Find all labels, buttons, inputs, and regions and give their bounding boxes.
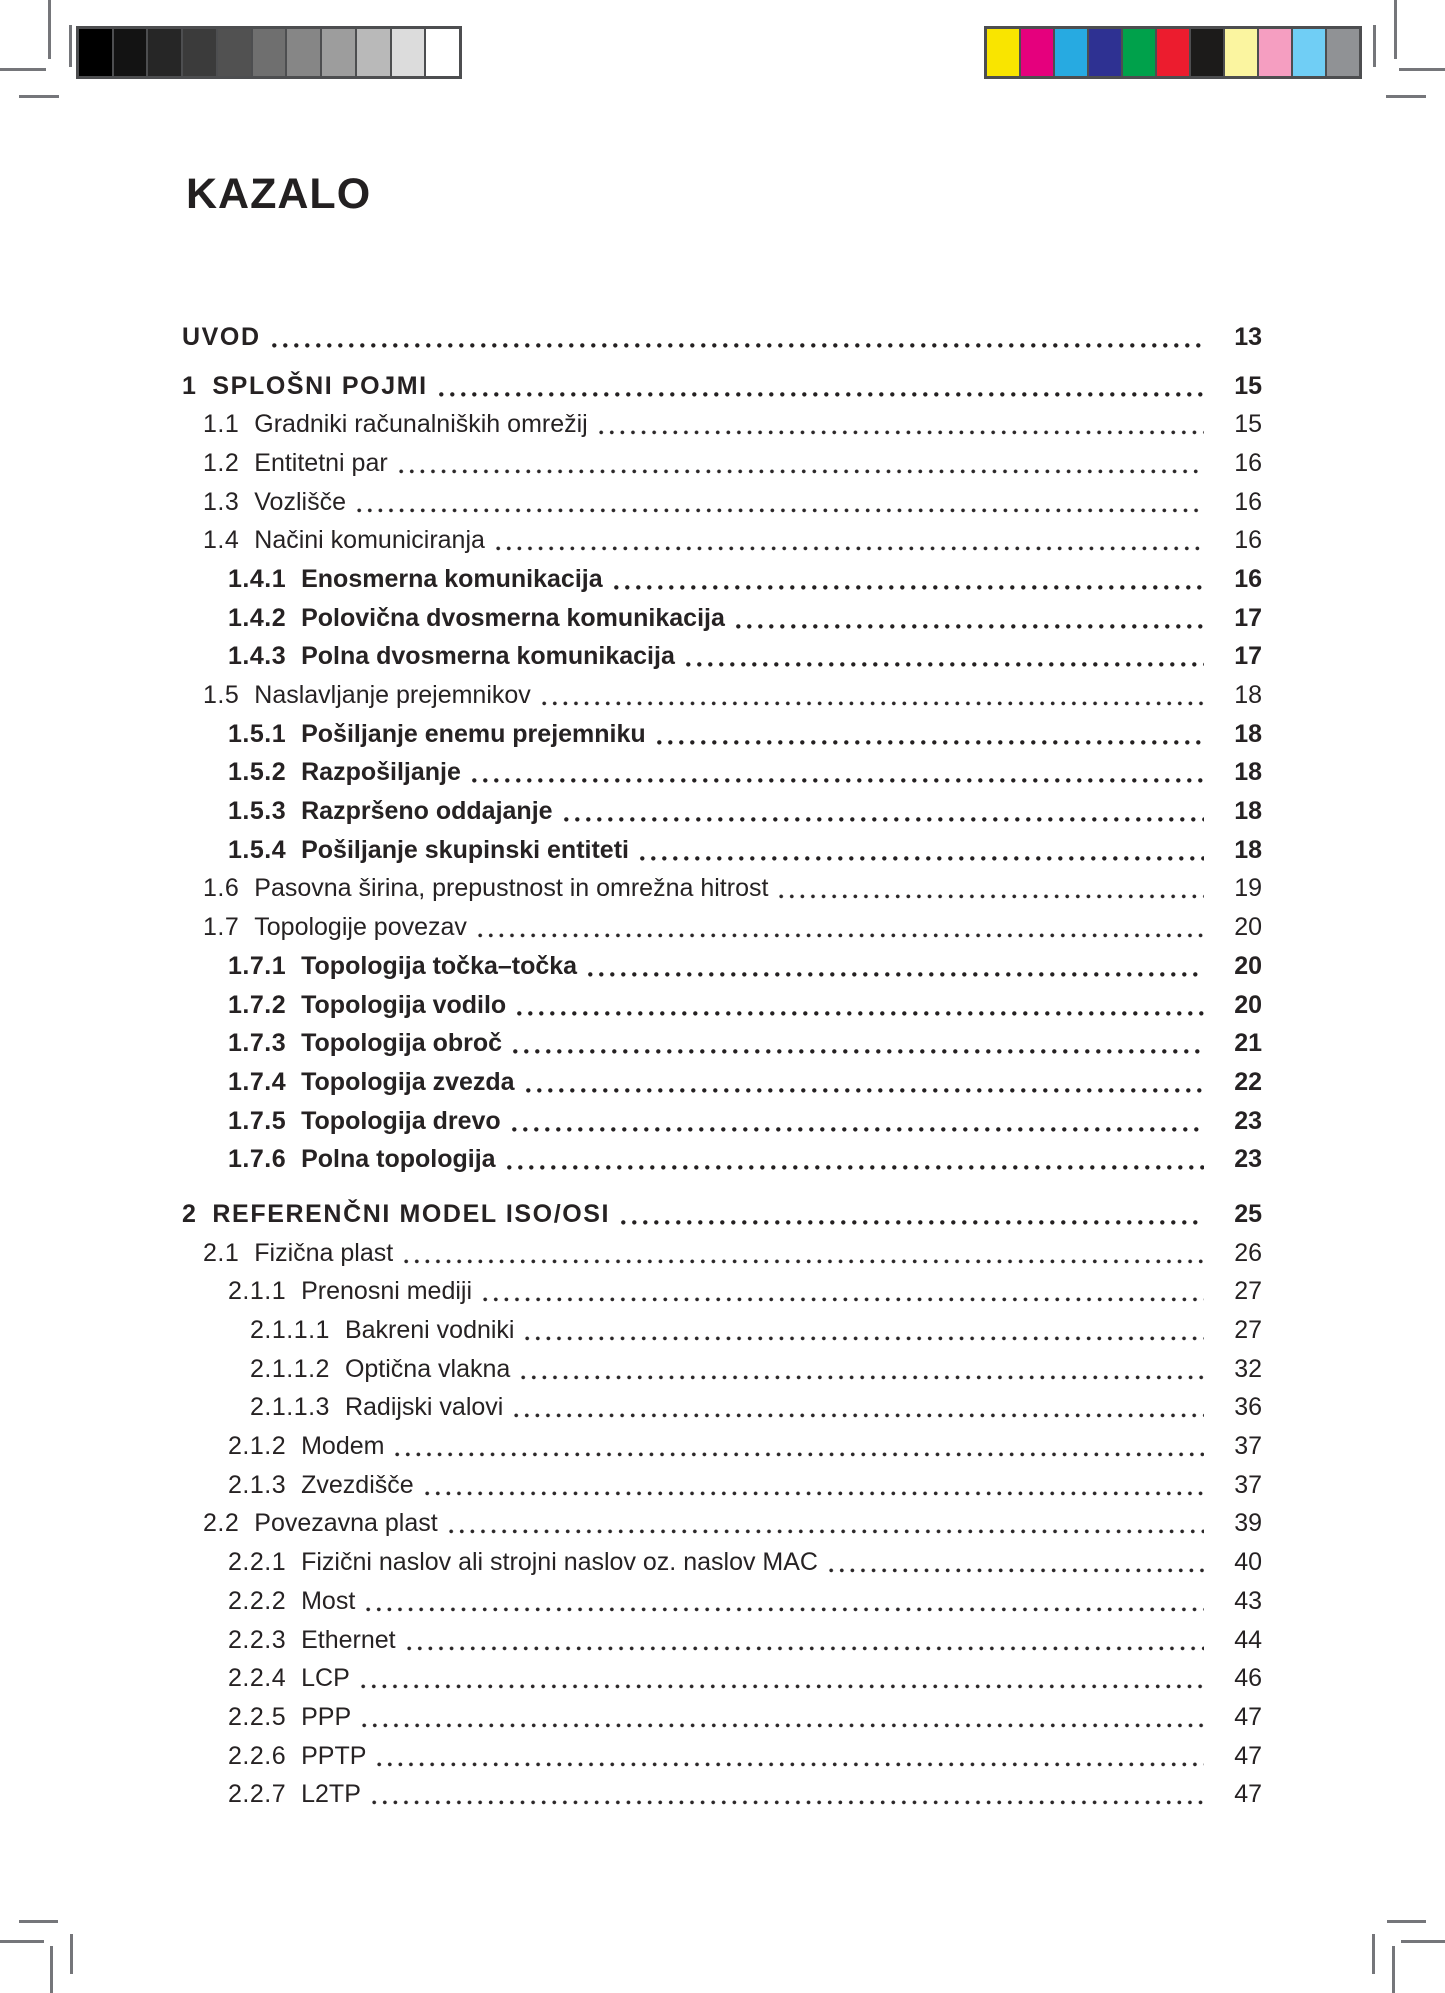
toc-entry-number: 2.2.1 — [228, 1548, 287, 1577]
toc-entry-number: 1.7.2 — [228, 990, 287, 1019]
toc-entry — [182, 792, 1262, 831]
toc-entry-page-number: 27 — [1234, 1316, 1262, 1345]
toc-entry-page-number: 20 — [1234, 913, 1262, 942]
toc-entry-number: 2.2.2 — [228, 1586, 287, 1615]
toc-entry-label: Most — [301, 1586, 356, 1615]
toc-entry-page-number: 37 — [1234, 1432, 1262, 1461]
toc-entry-number: 2.1.3 — [228, 1470, 287, 1499]
dot-leader — [507, 1165, 1204, 1170]
toc-entry-number: 1.4.1 — [228, 564, 287, 593]
toc-entry — [182, 1389, 1262, 1428]
toc-entry-page-number: 17 — [1234, 642, 1262, 671]
toc-entry-page-number: 17 — [1234, 603, 1262, 632]
toc-entry — [182, 1621, 1262, 1660]
toc-entry-number: 1.3 — [203, 487, 240, 516]
toc-entry-label: Povezavna plast — [254, 1509, 438, 1538]
toc-entry-label: Topologija drevo — [301, 1106, 501, 1135]
toc-entry — [182, 1582, 1262, 1621]
toc-entry — [182, 318, 1262, 357]
toc-entry-page-number: 20 — [1234, 990, 1262, 1019]
toc-entry — [182, 521, 1262, 560]
crop-mark — [0, 68, 46, 71]
toc-entry-page-number: 21 — [1234, 1029, 1262, 1058]
toc-entry-page-number: 16 — [1234, 448, 1262, 477]
toc-entry-label: Razpršeno oddajanje — [301, 797, 553, 826]
dot-leader — [599, 430, 1204, 435]
toc-entry-number: 1.5 — [203, 681, 240, 710]
toc-entry-number: 2.1.1.2 — [250, 1354, 330, 1383]
grayscale-swatch — [183, 29, 216, 76]
toc-entry-label: Optična vlakna — [344, 1354, 511, 1383]
toc-entry — [182, 483, 1262, 522]
color-calibration-bar — [984, 26, 1362, 79]
crop-mark — [50, 1946, 53, 1993]
color-swatch — [1123, 29, 1155, 76]
toc-entry-page-number: 13 — [1234, 322, 1262, 351]
toc-entry-page-number: 47 — [1234, 1780, 1262, 1809]
toc-entry-number: 2.1.2 — [228, 1432, 287, 1461]
toc-entry-number: 2.2 — [203, 1509, 240, 1538]
crop-mark — [1387, 1920, 1426, 1923]
toc-entry-page-number: 43 — [1234, 1586, 1262, 1615]
dot-leader — [366, 1607, 1204, 1612]
grayscale-swatch — [357, 29, 390, 76]
dot-leader — [614, 585, 1204, 590]
toc-entry-number: 1.5.1 — [228, 719, 287, 748]
grayscale-swatch — [79, 29, 112, 76]
dot-leader — [361, 1684, 1204, 1689]
toc-entry-label: Pasovna širina, prepustnost in omrežna hitrost — [254, 874, 769, 903]
toc-entry-number: 1.5.4 — [228, 835, 287, 864]
toc-entry-page-number: 15 — [1234, 371, 1262, 400]
toc-entry — [182, 831, 1262, 870]
grayscale-swatch — [426, 29, 459, 76]
toc-entry-number: 2.2.5 — [228, 1702, 287, 1731]
toc-entry-page-number: 40 — [1234, 1548, 1262, 1577]
crop-mark — [1373, 25, 1376, 67]
dot-leader — [362, 1723, 1204, 1728]
dot-leader — [377, 1762, 1204, 1767]
dot-leader — [525, 1336, 1204, 1341]
dot-leader — [407, 1646, 1204, 1651]
toc-entry-page-number: 37 — [1234, 1470, 1262, 1499]
toc-entry — [182, 444, 1262, 483]
dot-leader — [496, 546, 1204, 551]
dot-leader — [372, 1800, 1204, 1805]
grayscale-swatch — [114, 29, 147, 76]
toc-entry-number: 1.7 — [203, 913, 240, 942]
crop-mark — [69, 25, 72, 67]
dot-leader — [449, 1529, 1204, 1534]
dot-leader — [521, 1375, 1204, 1380]
grayscale-calibration-bar — [76, 26, 462, 79]
toc-entry — [182, 1505, 1262, 1544]
toc-entry-label: Radijski valovi — [344, 1393, 504, 1422]
dot-leader — [526, 1088, 1204, 1093]
crop-mark — [1372, 1934, 1375, 1974]
toc-entry-label: Fizični naslov ali strojni naslov oz. naslov MAC — [301, 1548, 818, 1577]
toc-entry-page-number: 22 — [1234, 1067, 1262, 1096]
toc-entry-page-number: 18 — [1234, 681, 1262, 710]
toc-entry-label: UVOD — [182, 322, 261, 351]
toc-entry-label: L2TP — [301, 1780, 361, 1809]
color-swatch — [1293, 29, 1325, 76]
toc-entry-label: Enosmerna komunikacija — [301, 564, 603, 593]
toc-entry — [182, 1195, 1262, 1234]
toc-entry-label: Načini komuniciranja — [254, 526, 485, 555]
toc-entry — [182, 1775, 1262, 1814]
dot-leader — [829, 1568, 1204, 1573]
toc-entry — [182, 1350, 1262, 1389]
toc-entry-label: Topologija zvezda — [301, 1067, 515, 1096]
toc-entry-page-number: 18 — [1234, 758, 1262, 787]
toc-entry-number: 2.1.1 — [228, 1277, 287, 1306]
color-swatch — [1021, 29, 1053, 76]
toc-entry — [182, 1102, 1262, 1141]
toc-entry — [182, 1466, 1262, 1505]
toc-entry — [182, 1311, 1262, 1350]
toc-entry-label: Pošiljanje enemu prejemniku — [301, 719, 646, 748]
toc-entry-page-number: 23 — [1234, 1145, 1262, 1174]
dot-leader — [542, 701, 1204, 706]
toc-entry-page-number: 16 — [1234, 487, 1262, 516]
toc-entry-number: 1.7.3 — [228, 1029, 287, 1058]
toc-entry — [182, 599, 1262, 638]
crop-mark — [0, 1940, 44, 1943]
grayscale-swatch — [148, 29, 181, 76]
toc-entry — [182, 870, 1262, 909]
toc-entry — [182, 1273, 1262, 1312]
toc-entry-number: 1.2 — [203, 448, 240, 477]
dot-leader — [425, 1491, 1204, 1496]
toc-entry-page-number: 18 — [1234, 835, 1262, 864]
toc-entry-page-number: 36 — [1234, 1393, 1262, 1422]
toc-entry-label: Gradniki računalniških omrežij — [254, 410, 588, 439]
color-swatch — [1157, 29, 1189, 76]
dot-leader — [472, 778, 1204, 783]
toc-entry-page-number: 27 — [1234, 1277, 1262, 1306]
toc-entry-number: 2 — [182, 1199, 197, 1228]
color-swatch — [1225, 29, 1257, 76]
crop-mark — [48, 0, 51, 59]
dot-leader — [564, 817, 1204, 822]
crop-mark — [1392, 1946, 1395, 1993]
toc-entry-page-number: 18 — [1234, 719, 1262, 748]
toc-entry-number: 1.4.3 — [228, 642, 287, 671]
toc-entry-page-number: 16 — [1234, 564, 1262, 593]
toc-entry — [182, 1698, 1262, 1737]
toc-entry-label: Zvezdišče — [301, 1470, 414, 1499]
toc-entry-page-number: 19 — [1234, 874, 1262, 903]
dot-leader — [779, 894, 1204, 899]
toc-entry-label: Pošiljanje skupinski entiteti — [301, 835, 629, 864]
toc-entry-label: Vozlišče — [254, 487, 346, 516]
toc-entry-page-number: 18 — [1234, 797, 1262, 826]
toc-entry-page-number: 32 — [1234, 1354, 1262, 1383]
toc-entry-number: 2.2.4 — [228, 1664, 287, 1693]
toc-entry-number: 1.1 — [203, 410, 240, 439]
grayscale-swatch — [218, 29, 251, 76]
toc-entry-label: Topologija točka–točka — [301, 951, 578, 980]
crop-mark — [70, 1934, 73, 1974]
crop-mark — [19, 95, 59, 98]
toc-entry — [182, 1427, 1262, 1466]
toc-entry-label: Fizična plast — [254, 1238, 394, 1267]
color-swatch — [1089, 29, 1121, 76]
toc-entry-number: 2.2.7 — [228, 1780, 287, 1809]
toc-entry-number: 1.7.4 — [228, 1067, 287, 1096]
toc-entry-label: Topologije povezav — [254, 913, 467, 942]
toc-entry — [182, 715, 1262, 754]
toc-entry-label: Modem — [301, 1432, 385, 1461]
toc-entry-label: Polovična dvosmerna komunikacija — [301, 603, 725, 632]
toc-entry-label: PPP — [301, 1702, 352, 1731]
dot-leader — [395, 1452, 1204, 1457]
dot-leader — [621, 1220, 1204, 1225]
dot-leader — [357, 508, 1204, 513]
dot-leader — [399, 469, 1204, 474]
dot-leader — [404, 1259, 1204, 1264]
toc-entry-page-number: 25 — [1234, 1199, 1262, 1228]
toc-entry-number: 2.1.1.1 — [250, 1316, 330, 1345]
toc-entry-page-number: 15 — [1234, 410, 1262, 439]
grayscale-swatch — [253, 29, 286, 76]
dot-leader — [588, 972, 1204, 977]
toc-entry-label: Polna dvosmerna komunikacija — [301, 642, 675, 671]
toc-entry-page-number: 16 — [1234, 526, 1262, 555]
crop-mark — [1401, 1940, 1445, 1943]
toc-entry-number: 1.6 — [203, 874, 240, 903]
dot-leader — [640, 856, 1204, 861]
toc-entry-number: 1 — [182, 371, 197, 400]
toc-entry-number: 2.2.6 — [228, 1741, 287, 1770]
toc-entry-number: 1.4 — [203, 526, 240, 555]
toc-entry-number: 1.7.1 — [228, 951, 287, 980]
toc-entry-label: Polna topologija — [301, 1145, 496, 1174]
toc-entry-label: Naslavljanje prejemnikov — [254, 681, 531, 710]
dot-leader — [483, 1297, 1204, 1302]
table-of-contents — [182, 318, 1262, 1814]
dot-leader — [686, 662, 1204, 667]
dot-leader — [513, 1049, 1204, 1054]
crop-mark — [1386, 95, 1426, 98]
grayscale-swatch — [392, 29, 425, 76]
toc-entry — [182, 676, 1262, 715]
toc-entry-label: LCP — [301, 1664, 350, 1693]
toc-entry-page-number: 39 — [1234, 1509, 1262, 1538]
toc-entry-page-number: 47 — [1234, 1741, 1262, 1770]
toc-entry-label: Razpošiljanje — [301, 758, 461, 787]
toc-entry-label: Prenosni mediji — [301, 1277, 473, 1306]
toc-entry-label: Topologija obroč — [301, 1029, 503, 1058]
toc-entry-number: 1.5.2 — [228, 758, 287, 787]
toc-entry-number: 1.7.6 — [228, 1145, 287, 1174]
toc-entry — [182, 1659, 1262, 1698]
toc-entry — [182, 1024, 1262, 1063]
toc-entry-label: SPLOŠNI POJMI — [212, 371, 428, 400]
toc-entry-page-number: 47 — [1234, 1702, 1262, 1731]
dot-leader — [514, 1413, 1204, 1418]
toc-entry-number: 1.7.5 — [228, 1106, 287, 1135]
toc-entry — [182, 1140, 1262, 1179]
toc-entry — [182, 754, 1262, 793]
toc-entry — [182, 405, 1262, 444]
toc-entry-label: PPTP — [301, 1741, 367, 1770]
toc-entry-label: Bakreni vodniki — [344, 1316, 515, 1345]
crop-mark — [1394, 0, 1397, 59]
toc-entry-number: 2.1 — [203, 1238, 240, 1267]
toc-entry — [182, 1543, 1262, 1582]
toc-entry — [182, 908, 1262, 947]
toc-entry — [182, 367, 1262, 406]
toc-entry-page-number: 23 — [1234, 1106, 1262, 1135]
toc-entry — [182, 947, 1262, 986]
dot-leader — [736, 624, 1204, 629]
dot-leader — [517, 1011, 1204, 1016]
toc-entry — [182, 638, 1262, 677]
grayscale-swatch — [322, 29, 355, 76]
grayscale-swatch — [287, 29, 320, 76]
toc-entry-page-number: 44 — [1234, 1625, 1262, 1654]
crop-mark — [19, 1920, 58, 1923]
dot-leader — [512, 1127, 1204, 1132]
color-swatch — [1259, 29, 1291, 76]
toc-entry — [182, 986, 1262, 1025]
toc-entry-label: Ethernet — [301, 1625, 396, 1654]
toc-entry-label: Entitetni par — [254, 448, 388, 477]
toc-entry — [182, 1737, 1262, 1776]
dot-leader — [272, 343, 1204, 348]
dot-leader — [439, 392, 1204, 397]
toc-entry-page-number: 20 — [1234, 951, 1262, 980]
toc-entry-number: 2.2.3 — [228, 1625, 287, 1654]
color-swatch — [987, 29, 1019, 76]
toc-entry-page-number: 26 — [1234, 1238, 1262, 1267]
toc-entry — [182, 560, 1262, 599]
toc-entry — [182, 1063, 1262, 1102]
dot-leader — [657, 740, 1204, 745]
toc-entry-label: Topologija vodilo — [301, 990, 507, 1019]
toc-entry-number: 2.1.1.3 — [250, 1393, 330, 1422]
toc-entry-label: REFERENČNI MODEL ISO/OSI — [212, 1199, 611, 1228]
color-swatch — [1327, 29, 1359, 76]
toc-entry-number: 1.4.2 — [228, 603, 287, 632]
toc-entry-page-number: 46 — [1234, 1664, 1262, 1693]
toc-entry-number: 1.5.3 — [228, 797, 287, 826]
page-title: KAZALO — [186, 170, 372, 218]
color-swatch — [1191, 29, 1223, 76]
toc-entry — [182, 1234, 1262, 1273]
color-swatch — [1055, 29, 1087, 76]
crop-mark — [1399, 68, 1445, 71]
dot-leader — [478, 933, 1204, 938]
